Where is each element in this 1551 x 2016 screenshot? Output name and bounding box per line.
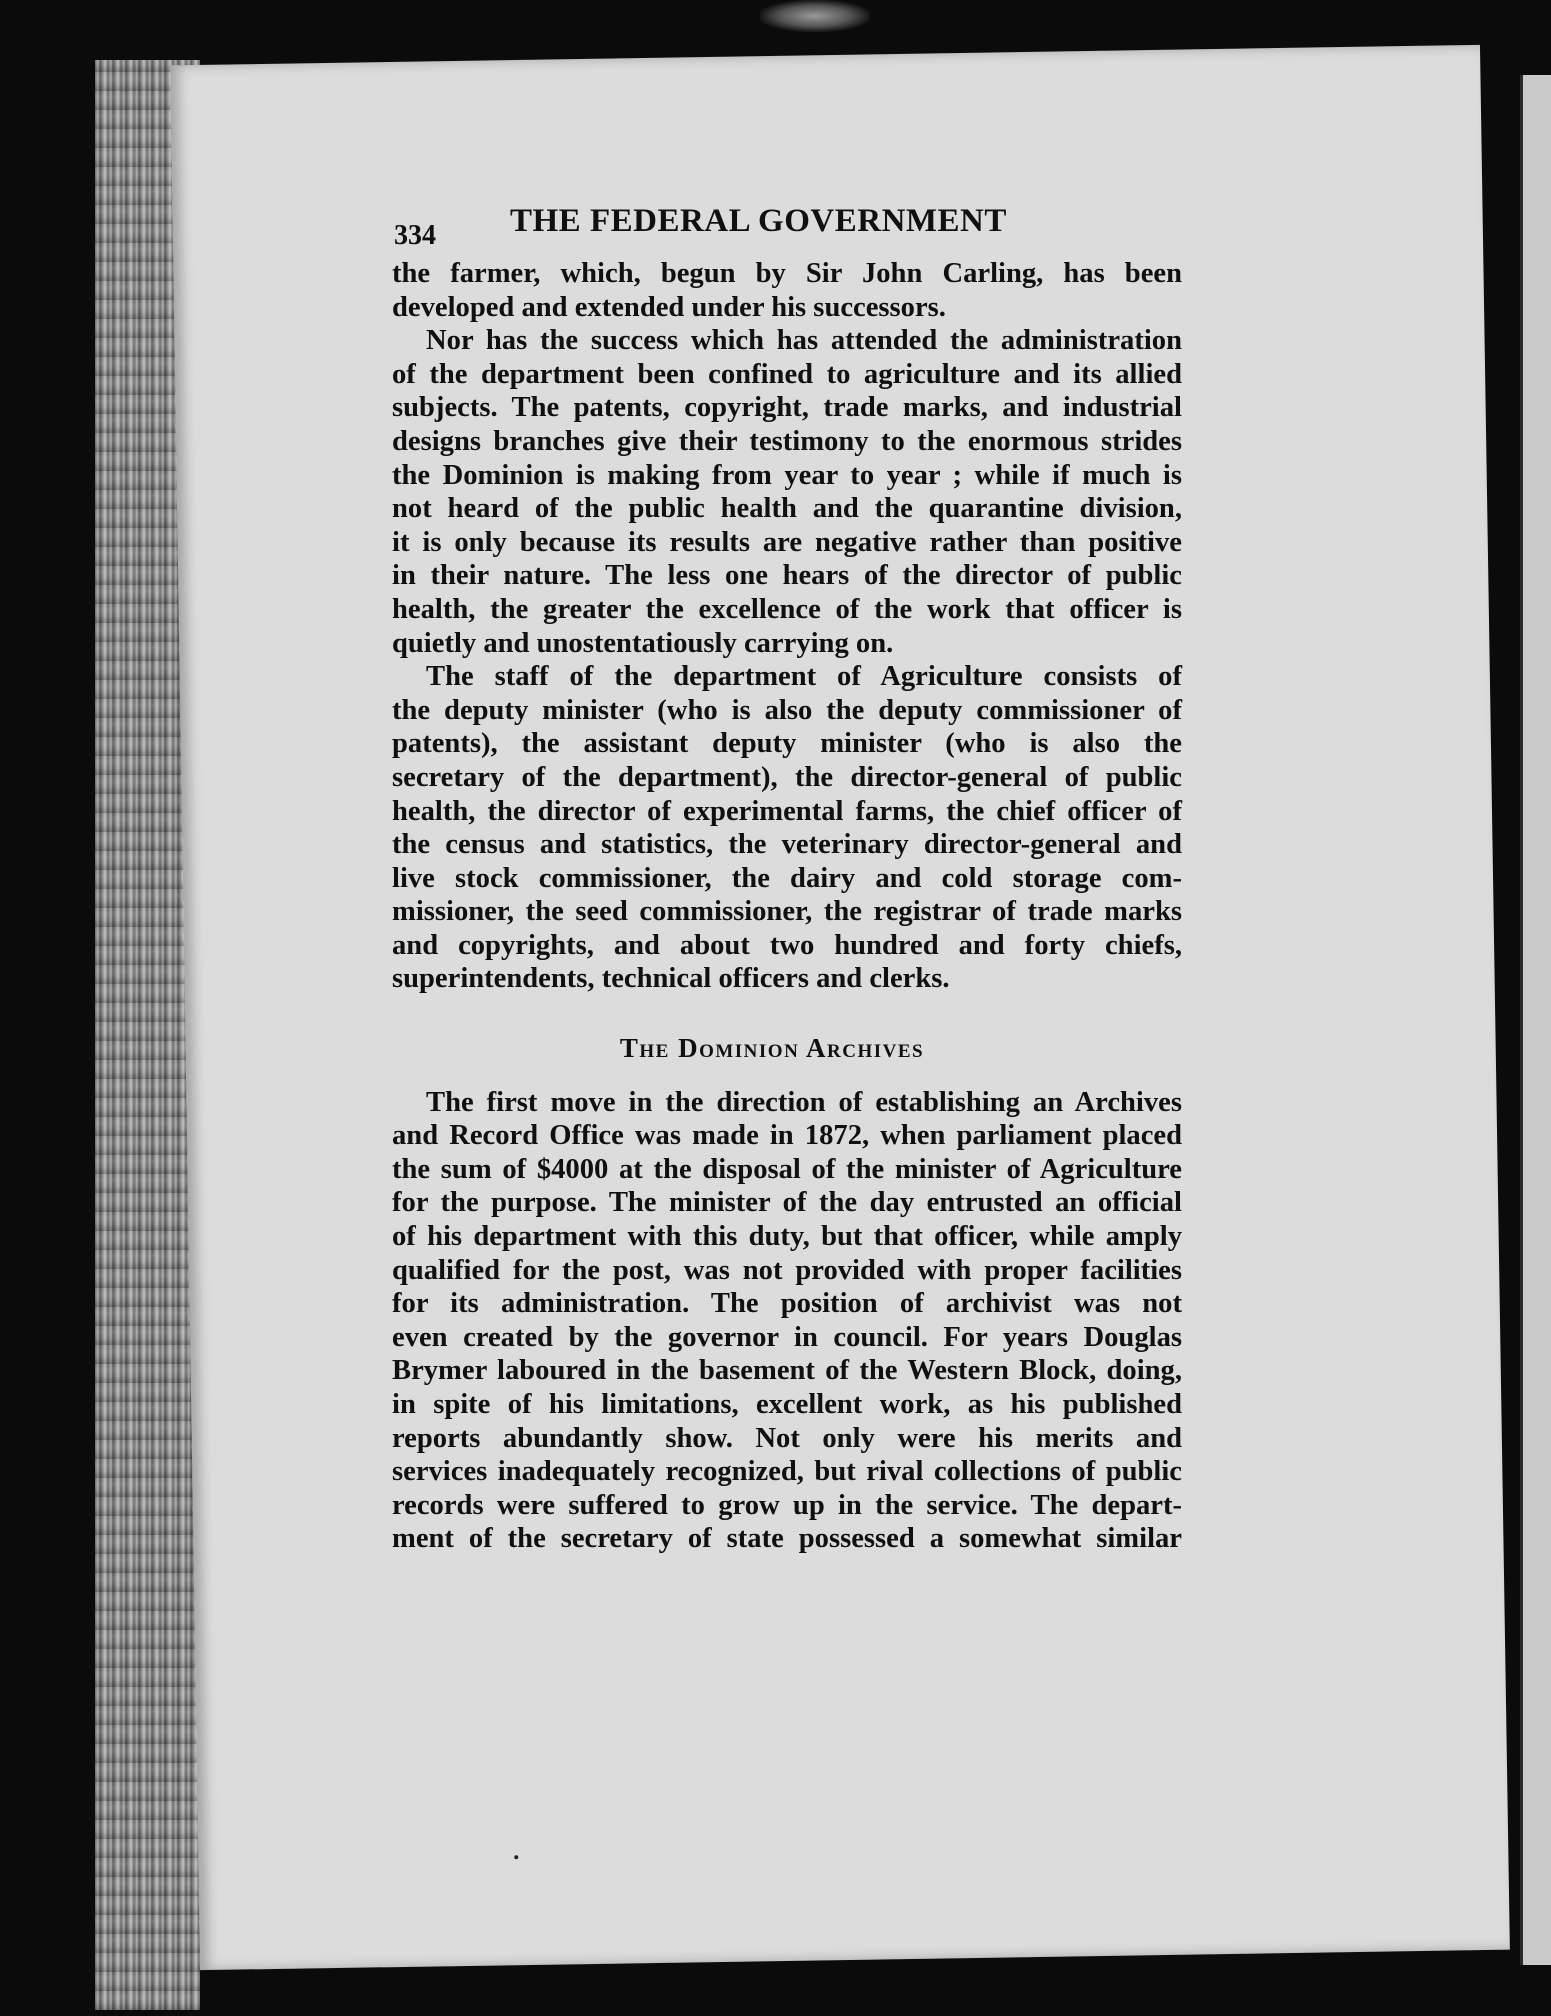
- text-line: secretary of the department), the director-general of public: [392, 761, 1182, 793]
- paragraph-4: [392, 1086, 1182, 1556]
- text-line: of the department been confined to agriculture and its allied: [392, 358, 1182, 390]
- binding-mark: [760, 0, 870, 32]
- text-line: not heard of the public health and the quarantine division,: [392, 493, 1182, 525]
- text-line: the sum of $4000 at the disposal of the minister of Agriculture: [392, 1153, 1182, 1185]
- text-line: health, the greater the excellence of the work that officer is: [392, 593, 1182, 625]
- text-line: The first move in the direction of establishing an Archives: [426, 1086, 1182, 1118]
- text-line: the Dominion is making from year to year ; while if much is: [392, 459, 1182, 491]
- text-line: quietly and unostentatiously carrying on.: [392, 627, 894, 659]
- text-line: subjects. The patents, copyright, trade marks, and industrial: [392, 392, 1182, 424]
- running-head-title: THE FEDERAL GOVERNMENT: [510, 203, 1007, 239]
- paragraph-1: [392, 257, 1182, 324]
- text-line: it is only because its results are negative rather than positive: [392, 526, 1182, 558]
- text-line: designs branches give their testimony to the enormous strides: [392, 425, 1182, 457]
- text-line: and copyrights, and about two hundred and forty chiefs,: [392, 929, 1182, 961]
- text-line: records were suffered to grow up in the service. The depart-: [392, 1489, 1182, 1521]
- text-line: health, the director of experimental farms, the chief officer of: [392, 795, 1182, 827]
- text-line: superintendents, technical officers and clerks.: [392, 963, 950, 995]
- page-number: 334: [394, 220, 436, 251]
- text-line: services inadequately recognized, but rival collections of public: [392, 1456, 1182, 1488]
- facing-page-edge: [1520, 75, 1551, 1965]
- text-line: qualified for the post, was not provided with proper facilities: [392, 1254, 1182, 1286]
- text-line: Nor has the success which has attended the administration: [426, 325, 1182, 357]
- text-line: live stock commissioner, the dairy and cold storage com-: [392, 862, 1182, 894]
- text-line: even created by the governor in council. For years Douglas: [392, 1321, 1182, 1353]
- text-line: missioner, the seed commissioner, the registrar of trade marks: [392, 896, 1182, 928]
- text-line: and Record Office was made in 1872, when parliament placed: [392, 1120, 1182, 1152]
- paragraph-3: [392, 660, 1182, 996]
- text-line: the census and statistics, the veterinary director-general and: [392, 829, 1182, 861]
- text-line: of his department with this duty, but that officer, while amply: [392, 1221, 1182, 1253]
- text-line: developed and extended under his successors.: [392, 291, 946, 323]
- text-line: for the purpose. The minister of the day entrusted an official: [392, 1187, 1182, 1219]
- text-line: the farmer, which, begun by Sir John Carling, has been: [392, 258, 1182, 289]
- section-heading: The Dominion Archives: [619, 1033, 925, 1064]
- page-text: [392, 205, 1182, 1556]
- text-line: the deputy minister (who is also the deputy commissioner of: [392, 694, 1182, 726]
- text-line: Brymer laboured in the basement of the Western Block, doing,: [392, 1355, 1182, 1387]
- text-line: in spite of his limitations, excellent work, as his published: [392, 1389, 1182, 1420]
- running-head: [392, 205, 1182, 257]
- ink-speck: [514, 1855, 518, 1859]
- text-line: in their nature. The less one hears of the director of public: [392, 560, 1182, 592]
- text-line: The staff of the department of Agriculture consists of: [426, 661, 1182, 693]
- text-line: ment of the secretary of state possessed a somewhat similar: [392, 1523, 1182, 1555]
- text-line: patents), the assistant deputy minister (who is also the: [392, 728, 1182, 760]
- paragraph-2: [392, 324, 1182, 660]
- text-line: reports abundantly show. Not only were his merits and: [392, 1422, 1182, 1454]
- text-line: for its administration. The position of archivist was not: [392, 1288, 1182, 1320]
